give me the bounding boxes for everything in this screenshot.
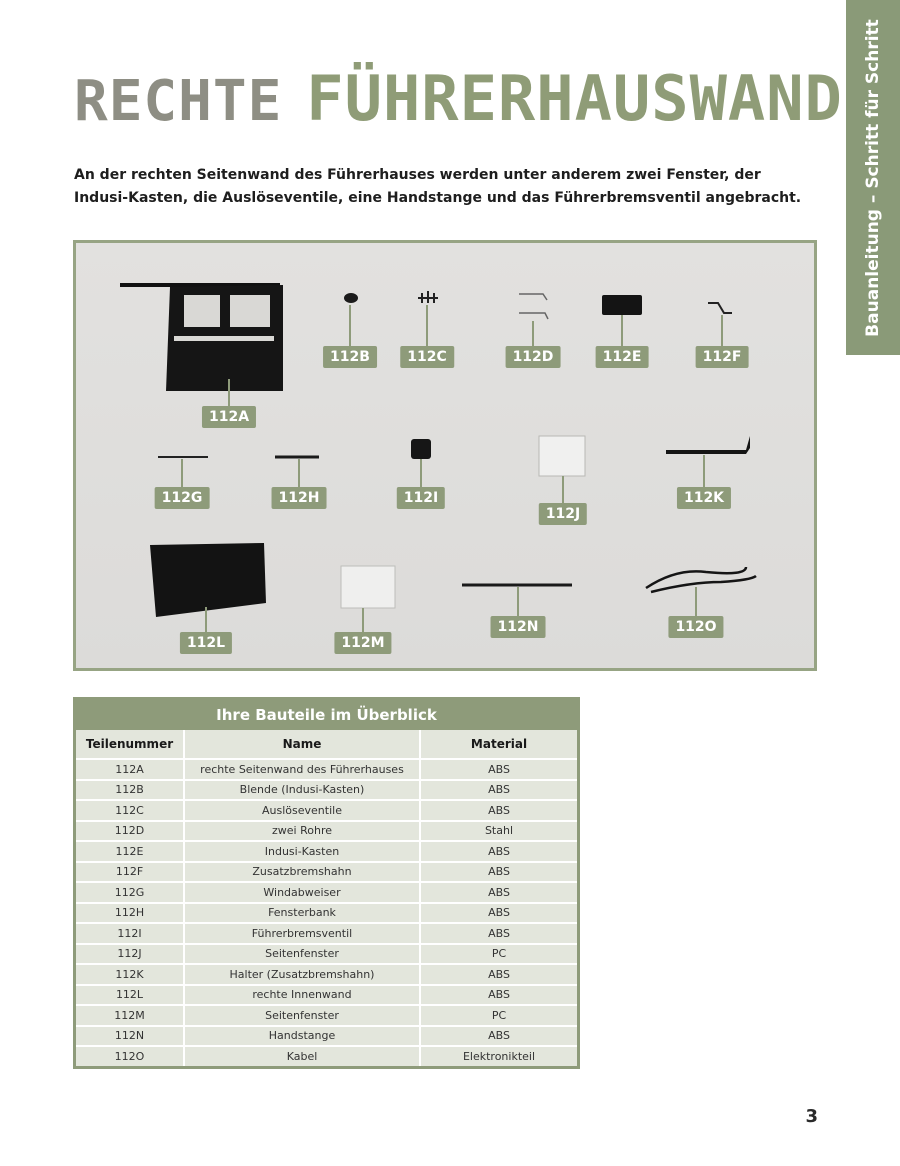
cell-material: ABS [420, 1026, 577, 1047]
table-row [76, 862, 577, 883]
cell-part-number: 112G [76, 882, 184, 903]
table-row [76, 985, 577, 1006]
table-row [76, 1046, 577, 1066]
parts-overview-table [73, 697, 580, 1069]
label-stem-112h [298, 459, 300, 487]
part-label-112h: 112H [272, 487, 327, 509]
cell-material: ABS [420, 800, 577, 821]
cell-material: ABS [420, 964, 577, 985]
cell-part-number: 112E [76, 841, 184, 862]
parts-table-grid [76, 730, 577, 1066]
cell-name: Indusi-Kasten [184, 841, 420, 862]
cell-part-number: 112H [76, 903, 184, 924]
cell-name: Auslöseventile [184, 800, 420, 821]
page-number: 3 [805, 1106, 818, 1127]
label-stem-112d [532, 321, 534, 347]
table-row [76, 1005, 577, 1026]
cell-material: ABS [420, 862, 577, 883]
label-stem-112i [420, 459, 422, 487]
cell-name: Windabweiser [184, 882, 420, 903]
cell-part-number: 112I [76, 923, 184, 944]
cell-part-number: 112N [76, 1026, 184, 1047]
part-112a-shape [120, 283, 283, 391]
part-label-112l: 112L [180, 632, 232, 654]
cell-name: Halter (Zusatzbremshahn) [184, 964, 420, 985]
cell-name: Seitenfenster [184, 944, 420, 965]
page-title [74, 62, 843, 135]
cell-part-number: 112A [76, 759, 184, 780]
part-label-112j: 112J [539, 503, 587, 525]
page-title-part2: FÜHRERHAUSWAND [306, 62, 843, 135]
label-stem-112j [562, 476, 564, 504]
table-row [76, 903, 577, 924]
part-112d-shape [519, 294, 548, 319]
part-label-112d: 112D [506, 346, 561, 368]
table-row [76, 780, 577, 801]
label-stem-112e [621, 315, 623, 347]
part-label-112b: 112B [323, 346, 377, 368]
table-row [76, 821, 577, 842]
intro-paragraph: An der rechten Seitenwand des Führerhauses werden unter anderem zwei Fenster, der Indusi-Kasten, die Auslöseventile, eine Handstange und das Führerbremsventil angebracht. [74, 167, 802, 206]
table-row [76, 882, 577, 903]
cell-material: PC [420, 1005, 577, 1026]
parts-photo [73, 240, 817, 671]
header-part-number: Teilenummer [76, 730, 184, 759]
cell-material: PC [420, 944, 577, 965]
part-label-112c: 112C [400, 346, 454, 368]
side-tab-label: Bauanleitung – Schritt für Schritt [863, 18, 883, 337]
cell-name: rechte Innenwand [184, 985, 420, 1006]
part-label-112i: 112I [397, 487, 445, 509]
label-stem-112n [517, 587, 519, 617]
cell-material: Elektronikteil [462, 1049, 536, 1063]
cell-name: zwei Rohre [184, 821, 420, 842]
cell-part-number: 112K [76, 964, 184, 985]
cell-material: ABS [420, 841, 577, 862]
part-label-112g: 112G [155, 487, 210, 509]
part-label-112n: 112N [491, 616, 546, 638]
cell-part-number: 112F [76, 862, 184, 883]
cell-part-number: 112C [76, 800, 184, 821]
label-stem-112k [703, 455, 705, 487]
cell-material: Stahl [420, 821, 577, 842]
cell-material: ABS [420, 985, 577, 1006]
label-stem-112m [362, 608, 364, 634]
part-label-112f: 112F [696, 346, 749, 368]
cell-material: ABS [420, 882, 577, 903]
cell-material: ABS [420, 903, 577, 924]
header-name: Name [184, 730, 420, 759]
table-row [76, 964, 577, 985]
cell-name: rechte Seitenwand des Führerhauses [184, 759, 420, 780]
cell-part-number: 112M [76, 1005, 184, 1026]
part-112l-shape [150, 543, 266, 617]
part-112m-shape [341, 566, 395, 608]
cell-material: ABS [420, 780, 577, 801]
cell-part-number: 112D [76, 821, 184, 842]
part-112j-shape [539, 436, 585, 476]
label-stem-112f [721, 315, 723, 347]
section-side-tab [846, 0, 900, 355]
cell-name: Seitenfenster [184, 1005, 420, 1026]
part-label-112o: 112O [668, 616, 723, 638]
part-112i-shape [411, 439, 431, 459]
header-material: Material [420, 730, 577, 759]
cell-name: Zusatzbremshahn [184, 862, 420, 883]
cell-name: Führerbremsventil [184, 923, 420, 944]
table-header-row [76, 730, 577, 759]
part-112k-shape [666, 436, 750, 454]
table-row [76, 759, 577, 780]
cell-name: Fensterbank [184, 903, 420, 924]
part-label-112k: 112K [677, 487, 731, 509]
cell-material: ABS [420, 923, 577, 944]
cell-part-number: 112B [76, 780, 184, 801]
label-stem-112b [349, 305, 351, 347]
part-label-112a: 112A [202, 406, 256, 428]
label-stem-112l [205, 607, 207, 633]
part-112c-shape [418, 291, 438, 303]
label-stem-112c [426, 305, 428, 347]
cell-part-number: 112O [76, 1046, 184, 1066]
table-row [76, 841, 577, 862]
part-112f-shape [708, 303, 732, 313]
cell-name: Kabel [184, 1046, 420, 1066]
cell-material: ABS [420, 759, 577, 780]
cell-name: Handstange [184, 1026, 420, 1047]
table-row [76, 1026, 577, 1047]
label-stem-112o [695, 587, 697, 617]
part-label-112e: 112E [596, 346, 649, 368]
cell-part-number: 112J [76, 944, 184, 965]
part-112b-shape [344, 293, 358, 303]
cell-name: Blende (Indusi-Kasten) [184, 780, 420, 801]
table-caption: Ihre Bauteile im Überblick [76, 700, 577, 730]
page-title-part1: RECHTE [74, 69, 283, 134]
cell-part-number: 112L [76, 985, 184, 1006]
part-112e-shape [602, 295, 642, 315]
part-112o-shape [646, 567, 756, 592]
label-stem-112a [228, 379, 230, 407]
table-row [76, 944, 577, 965]
part-label-112m: 112M [334, 632, 391, 654]
label-stem-112g [181, 459, 183, 487]
table-row [76, 800, 577, 821]
table-row [76, 923, 577, 944]
